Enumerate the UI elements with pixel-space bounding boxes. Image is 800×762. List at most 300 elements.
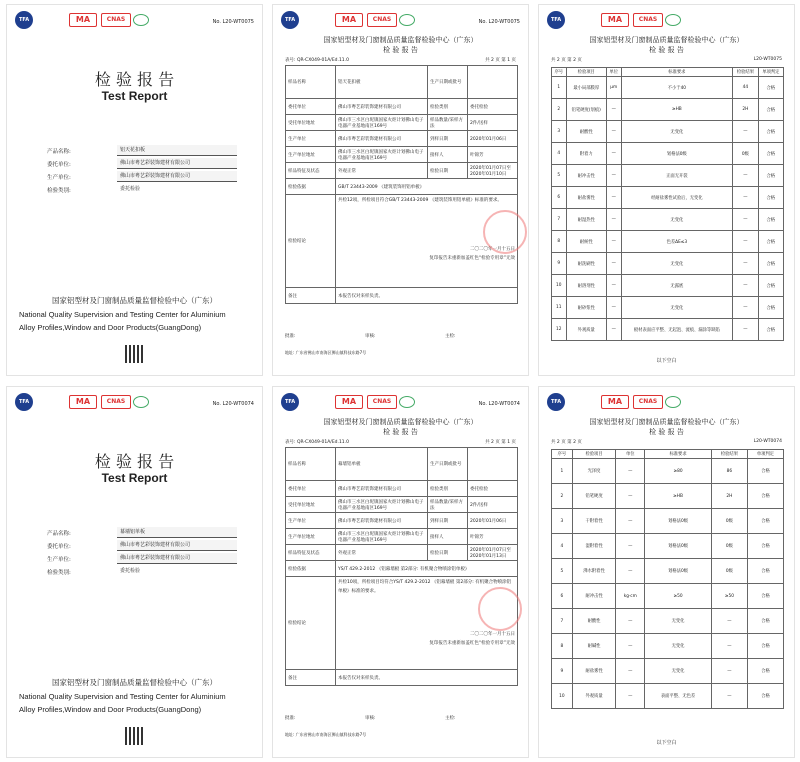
page-info: 共 2 页 第 2 页	[551, 440, 582, 445]
table-cell: —	[711, 684, 747, 709]
info-label: 生产单位地址	[286, 529, 336, 545]
info-value: 2020年01月06日	[468, 131, 518, 147]
table-cell: 6	[552, 584, 573, 609]
info-label: 检验类别	[428, 481, 468, 497]
table-row	[286, 288, 518, 304]
table-cell: 0级	[711, 534, 747, 559]
table-cell: 耐盐雾性	[572, 659, 616, 684]
table-cell: 合格	[758, 165, 783, 187]
table-cell: 合格	[758, 187, 783, 209]
page-info: 共 2 页 第 1 页	[485, 58, 516, 63]
table-cell: 合格	[758, 275, 783, 297]
field-label: 产品名称:	[47, 531, 71, 537]
cnas-logo-icon: CNAS	[367, 13, 397, 27]
table-cell: 合格	[747, 684, 783, 709]
table-row	[552, 165, 784, 187]
table-row	[552, 319, 784, 341]
doc-title	[549, 35, 784, 55]
table-cell: 6	[552, 187, 567, 209]
info-value: 佛山市三水区白坭镇国家火炬计划佛山电子电器产业基地南区169号	[336, 115, 428, 131]
table-cell: 划格法0级	[645, 509, 712, 534]
field-label: 检验类别:	[47, 570, 71, 576]
field-label: 委托单位:	[47, 544, 71, 550]
info-label: 样品特征及状态	[286, 545, 336, 561]
info-value: YS/T 429.2-2012 《铝幕墙板 第2部分: 有机聚合物喷涂铝单板》	[336, 561, 518, 577]
table-cell: 1	[552, 77, 567, 99]
info-value: 本报告仅对来样负责。	[336, 288, 518, 304]
table-row	[286, 513, 518, 529]
info-label: 检验结论	[286, 577, 336, 670]
cover-row	[47, 566, 237, 579]
qr-code-icon	[125, 727, 143, 745]
table-cell: —	[606, 99, 621, 121]
table-cell: 2	[552, 99, 567, 121]
table-row	[552, 559, 784, 584]
info-label: 接样人	[428, 529, 468, 545]
table-row	[286, 545, 518, 561]
page-header	[281, 393, 520, 413]
table-cell: —	[616, 634, 645, 659]
table-cell: 合格	[758, 319, 783, 341]
table-cell: 合格	[747, 634, 783, 659]
signature-row	[285, 715, 516, 721]
table-row	[552, 209, 784, 231]
official-stamp-icon	[483, 210, 527, 254]
table-cell: 耐溶剂性	[566, 275, 606, 297]
table-row	[552, 121, 784, 143]
column-header: 单项判定	[747, 450, 783, 459]
table-cell: 无露底	[621, 275, 733, 297]
doc-title-line1: 国家铝型材及门窗制品质量监督检验中心（广东）	[589, 36, 744, 44]
table-cell: 2	[552, 484, 573, 509]
form-number: 表号: QR-CX049-01A/Ed.11.0	[285, 58, 349, 63]
table-cell: 耐冲击性	[566, 165, 606, 187]
table-cell: 无变化	[621, 121, 733, 143]
info-label: 检验依据	[286, 179, 336, 195]
table-row	[286, 179, 518, 195]
info-label: 样品名称	[286, 66, 336, 99]
table-header-row	[552, 68, 784, 77]
tfa-logo-icon: TFA	[15, 11, 33, 29]
table-cell: —	[733, 297, 758, 319]
report-number: No. L20-WT0074	[478, 401, 520, 407]
info-value	[468, 448, 518, 481]
tfa-logo-icon: TFA	[547, 393, 565, 411]
table-cell: 耐碱性	[572, 634, 616, 659]
info-value: 佛山市三水区白坭镇国家火炬计划佛山电子电器产业基地南区169号	[336, 529, 428, 545]
table-cell: —	[606, 275, 621, 297]
report-number: No. L20-WT0075	[478, 19, 520, 25]
info-value: 幕墙铝单板	[336, 448, 428, 481]
info-value: 本报告仅对来样负责。	[336, 670, 518, 686]
cma-logo-icon: MA	[335, 395, 363, 409]
table-row	[286, 481, 518, 497]
table-cell: 经耐盐雾性试验后，无变化	[621, 187, 733, 209]
column-header: 检验结果	[711, 450, 747, 459]
cnas-logo-icon: CNAS	[633, 13, 663, 27]
table-cell: 耐酸性	[572, 609, 616, 634]
table-cell: 5	[552, 559, 573, 584]
table-cell: 板材表面应平整、无起泡、流痕、漏涂等缺陷	[621, 319, 733, 341]
table-cell: 2H	[733, 99, 758, 121]
table-cell: 无变化	[645, 634, 712, 659]
table-cell: 耐洗刷性	[566, 253, 606, 275]
page-info: 共 2 页 第 2 页	[551, 58, 582, 63]
table-row	[552, 659, 784, 684]
table-cell: 9	[552, 659, 573, 684]
doc-title-line2: 检 验 报 告	[383, 46, 418, 54]
table-row	[552, 77, 784, 99]
cover-row	[47, 145, 237, 158]
info-label: 样品数量/采样方法	[428, 115, 468, 131]
doc-title	[283, 417, 518, 437]
org-name-cn: 国家铝型材及门窗制品质量监督检验中心（广东）	[52, 296, 217, 305]
page-info: 共 2 页 第 1 页	[485, 440, 516, 445]
info-label: 样品名称	[286, 448, 336, 481]
info-label: 检验日期	[428, 163, 468, 179]
column-header: 标准要求	[621, 68, 733, 77]
tfa-logo-icon: TFA	[281, 11, 299, 29]
result-rows	[552, 459, 784, 709]
table-cell: 合格	[758, 121, 783, 143]
table-row	[552, 484, 784, 509]
table-cell: 合格	[758, 99, 783, 121]
report-number: L20-WT0075	[753, 57, 782, 62]
info-label: 样品数量/采样方法	[428, 497, 468, 513]
cma-logo-icon: MA	[335, 13, 363, 27]
field-value: 铝天花扣板	[117, 145, 237, 156]
table-cell: —	[616, 484, 645, 509]
table-cell: 2H	[711, 484, 747, 509]
info-table	[285, 447, 518, 686]
column-header: 检验项目	[572, 450, 616, 459]
table-cell: 光泽度	[572, 459, 616, 484]
table-cell: —	[616, 509, 645, 534]
table-cell: —	[606, 121, 621, 143]
table-row	[286, 561, 518, 577]
ilac-logo-icon	[665, 396, 681, 408]
column-header: 检验结果	[733, 68, 758, 77]
form-meta	[551, 57, 782, 63]
tfa-logo-icon: TFA	[281, 393, 299, 411]
info-value: 委托检验	[468, 99, 518, 115]
info-value: 2件/送样	[468, 115, 518, 131]
cover-page-top	[6, 4, 263, 376]
conclusion-text: 共检12项，所检项目符合GB/T 23443-2009 《建筑装饰用铝单板》标准的要求。	[338, 198, 502, 203]
field-value: 佛山市粤艺彩装饰建材有限公司	[117, 553, 237, 564]
table-cell: 表面平整、无色差	[645, 684, 712, 709]
info-label: 生产日期或批号	[428, 448, 468, 481]
table-cell: 3	[552, 121, 567, 143]
field-value: 委托检验	[120, 568, 141, 574]
org-name-cn: 国家铝型材及门窗制品质量监督检验中心（广东）	[52, 678, 217, 687]
table-cell: 5	[552, 165, 567, 187]
column-header: 序号	[552, 68, 567, 77]
table-cell: —	[616, 559, 645, 584]
table-row	[286, 66, 518, 99]
table-cell: 合格	[758, 143, 783, 165]
table-cell: 9	[552, 253, 567, 275]
info-label: 检验结论	[286, 195, 336, 288]
info-value: 佛山市粤艺彩装饰建材有限公司	[336, 481, 428, 497]
org-name-en-line2: Alloy Profiles,Window and Door Products(GuangDong)	[19, 323, 202, 332]
table-cell: 7	[552, 609, 573, 634]
table-row	[286, 448, 518, 481]
qr-code-icon	[125, 345, 143, 363]
table-cell: μm	[606, 77, 621, 99]
table-cell: —	[711, 609, 747, 634]
table-cell: —	[733, 231, 758, 253]
table-cell: 0级	[733, 143, 758, 165]
ilac-logo-icon	[133, 14, 149, 26]
doc-title-line2: 检 验 报 告	[649, 428, 684, 436]
table-cell: 0级	[711, 559, 747, 584]
table-cell: 合格	[747, 509, 783, 534]
table-cell: —	[606, 165, 621, 187]
info-value: 铝天花扣板	[336, 66, 428, 99]
table-cell: 耐冲击性	[572, 584, 616, 609]
result-table-top	[551, 67, 784, 341]
doc-title-line2: 检 验 报 告	[649, 46, 684, 54]
table-cell: 8	[552, 634, 573, 659]
doc-title-line2: 检 验 报 告	[383, 428, 418, 436]
table-cell: 耐酸性	[566, 121, 606, 143]
table-cell: 铅笔硬度	[572, 484, 616, 509]
table-row	[552, 187, 784, 209]
cover-row	[47, 553, 237, 566]
ilac-logo-icon	[133, 396, 149, 408]
seal-note: 复印报告未重新加盖红色“检验专用章”无效	[429, 256, 515, 261]
column-header: 单位	[606, 68, 621, 77]
info-label: 到样日期	[428, 131, 468, 147]
table-row	[552, 297, 784, 319]
table-cell: 合格	[758, 209, 783, 231]
table-row	[286, 163, 518, 179]
form-meta	[551, 439, 782, 445]
cnas-logo-icon: CNAS	[101, 13, 131, 27]
table-cell: —	[616, 609, 645, 634]
cnas-logo-icon: CNAS	[633, 395, 663, 409]
org-name-en-line1: National Quality Supervision and Testing Center for Aluminium	[19, 310, 226, 319]
doc-title	[549, 417, 784, 437]
table-cell: —	[606, 231, 621, 253]
result-rows	[552, 77, 784, 341]
field-value: 委托检验	[120, 186, 141, 192]
table-cell: —	[616, 459, 645, 484]
doc-title-line1: 国家铝型材及门窗制品质量监督检验中心（广东）	[323, 36, 478, 44]
cnas-logo-icon: CNAS	[367, 395, 397, 409]
doc-title	[283, 35, 518, 55]
info-value: 佛山市粤艺彩装饰建材有限公司	[336, 99, 428, 115]
table-cell: 合格	[747, 534, 783, 559]
conclusion-text: 共检10项，所检项目均符合YS/T 429.2-2012 《铝幕墙板 第2部分: 有机聚合物喷涂铝单板》标准的要求。	[338, 580, 512, 594]
info-page-bottom	[272, 386, 529, 758]
test-label: 主检:	[445, 334, 456, 339]
table-cell: 7	[552, 209, 567, 231]
table-cell: —	[606, 319, 621, 341]
table-row	[552, 459, 784, 484]
table-cell: ≥50	[645, 584, 712, 609]
table-cell: ≥HB	[645, 484, 712, 509]
result-table-bottom	[551, 449, 784, 709]
table-cell: ≥80	[645, 459, 712, 484]
table-cell: 外观质量	[572, 684, 616, 709]
info-value: 外观正常	[336, 163, 428, 179]
info-value: 叶锦芳	[468, 147, 518, 163]
doc-title-line1: 国家铝型材及门窗制品质量监督检验中心（广东）	[589, 418, 744, 426]
org-name-en	[19, 690, 254, 716]
table-cell: 不小于40	[621, 77, 733, 99]
field-label: 检验类别:	[47, 188, 71, 194]
table-cell: —	[616, 659, 645, 684]
address-line: 地址: 广东省佛山市南海区狮山镇科技东路7号	[285, 350, 367, 355]
table-cell: —	[733, 253, 758, 275]
cma-logo-icon: MA	[69, 395, 97, 409]
info-label: 受托单位地址	[286, 497, 336, 513]
info-value: 佛山市粤艺彩装饰建材有限公司	[336, 131, 428, 147]
ilac-logo-icon	[399, 14, 415, 26]
form-number: 表号: QR-CX049-01A/Ed.11.0	[285, 440, 349, 445]
field-value: 佛山市粤艺彩装饰建材有限公司	[117, 171, 237, 182]
table-row	[286, 670, 518, 686]
table-cell: 合格	[747, 659, 783, 684]
info-value: 2020年01月07日至2020年01月13日	[468, 545, 518, 561]
table-cell: 合格	[758, 297, 783, 319]
table-cell: —	[733, 319, 758, 341]
ilac-logo-icon	[665, 14, 681, 26]
table-cell: 耐湿热性	[566, 209, 606, 231]
info-label: 生产单位	[286, 513, 336, 529]
table-cell: 无变化	[621, 253, 733, 275]
table-row	[552, 609, 784, 634]
cover-row	[47, 158, 237, 171]
table-cell: 86	[711, 459, 747, 484]
doc-title-line1: 国家铝型材及门窗制品质量监督检验中心（广东）	[323, 418, 478, 426]
table-cell: 耐砂浆性	[566, 297, 606, 319]
table-cell: 合格	[758, 231, 783, 253]
official-stamp-icon	[478, 587, 522, 631]
table-cell: 干附着性	[572, 509, 616, 534]
table-cell: —	[733, 165, 758, 187]
table-cell: 耐盐雾性	[566, 187, 606, 209]
tfa-logo-icon: TFA	[547, 11, 565, 29]
blank-note: 以下空白	[656, 358, 677, 364]
address-line: 地址: 广东省佛山市南海区狮山镇科技东路7号	[285, 732, 367, 737]
table-row	[286, 115, 518, 131]
conclusion-date: 二〇二〇年一月十五日	[470, 247, 515, 252]
page-header	[15, 11, 254, 31]
table-row	[552, 231, 784, 253]
table-cell: 无变化	[645, 659, 712, 684]
page-header	[15, 393, 254, 413]
report-number: No. L20-WT0074	[212, 401, 254, 407]
seal-note: 复印报告未重新加盖红色“检验专用章”无效	[429, 641, 515, 646]
info-label: 样品特征及状态	[286, 163, 336, 179]
info-label: 生产日期或批号	[428, 66, 468, 99]
field-value: 佛山市粤艺彩装饰建材有限公司	[117, 540, 237, 551]
cover-row	[47, 171, 237, 184]
table-cell: —	[606, 187, 621, 209]
info-value: 叶锦芳	[468, 529, 518, 545]
review-label: 审核:	[365, 716, 376, 721]
table-cell: 10	[552, 275, 567, 297]
table-cell: 合格	[758, 77, 783, 99]
field-label: 产品名称:	[47, 149, 71, 155]
info-value: 委托检验	[468, 481, 518, 497]
table-row	[286, 99, 518, 115]
info-value	[468, 66, 518, 99]
info-label: 检验日期	[428, 545, 468, 561]
table-cell: —	[606, 209, 621, 231]
info-page-top	[272, 4, 529, 376]
info-label: 备注	[286, 288, 336, 304]
form-meta	[285, 57, 516, 63]
table-cell: —	[616, 534, 645, 559]
table-row	[286, 195, 518, 288]
table-cell: 无变化	[621, 209, 733, 231]
approve-label: 批准:	[285, 334, 296, 339]
column-header: 单项判定	[758, 68, 783, 77]
info-label: 生产单位	[286, 131, 336, 147]
table-cell: 合格	[758, 253, 783, 275]
table-cell: —	[733, 121, 758, 143]
table-cell: 44	[733, 77, 758, 99]
table-row	[286, 131, 518, 147]
table-cell: 1	[552, 459, 573, 484]
table-row	[552, 143, 784, 165]
info-label: 受托单位地址	[286, 115, 336, 131]
table-cell: 合格	[747, 584, 783, 609]
column-header: 单位	[616, 450, 645, 459]
table-cell: 3	[552, 509, 573, 534]
info-value: GB/T 23443-2009 《建筑装饰用铝单板》	[336, 179, 518, 195]
cover-title-cn: 检 验 报 告	[94, 452, 175, 471]
field-label: 生产单位:	[47, 175, 71, 181]
conclusion-date: 二〇二〇年一月十五日	[470, 632, 515, 637]
field-value: 幕墙铝单板	[117, 527, 237, 538]
table-cell: 12	[552, 319, 567, 341]
table-row	[552, 509, 784, 534]
table-row	[552, 253, 784, 275]
table-cell: 4	[552, 143, 567, 165]
cma-logo-icon: MA	[69, 13, 97, 27]
form-meta	[285, 439, 516, 445]
table-cell: 铅笔硬度(划痕)	[566, 99, 606, 121]
info-value: 2020年01月07日至2020年01月10日	[468, 163, 518, 179]
table-cell: ≥HB	[621, 99, 733, 121]
table-cell: 沸水附着性	[572, 559, 616, 584]
info-label: 检验依据	[286, 561, 336, 577]
table-row	[286, 147, 518, 163]
table-cell: —	[711, 634, 747, 659]
info-value: 2020年01月06日	[468, 513, 518, 529]
table-cell: —	[733, 275, 758, 297]
cover-page-bottom	[6, 386, 263, 758]
table-cell: ≥50	[711, 584, 747, 609]
table-cell: —	[733, 209, 758, 231]
table-row	[552, 275, 784, 297]
table-cell: 划格法0级	[645, 559, 712, 584]
info-value: 佛山市三水区白坭镇国家火炬计划佛山电子电器产业基地南区169号	[336, 497, 428, 513]
cover-title-en: Test Report	[101, 89, 168, 103]
info-label: 生产单位地址	[286, 147, 336, 163]
table-cell: 划格法0级	[621, 143, 733, 165]
column-header: 标准要求	[645, 450, 712, 459]
table-cell: 合格	[747, 559, 783, 584]
table-row	[286, 529, 518, 545]
report-number: No. L20-WT0075	[212, 19, 254, 25]
table-cell: 最小局部膜厚	[566, 77, 606, 99]
